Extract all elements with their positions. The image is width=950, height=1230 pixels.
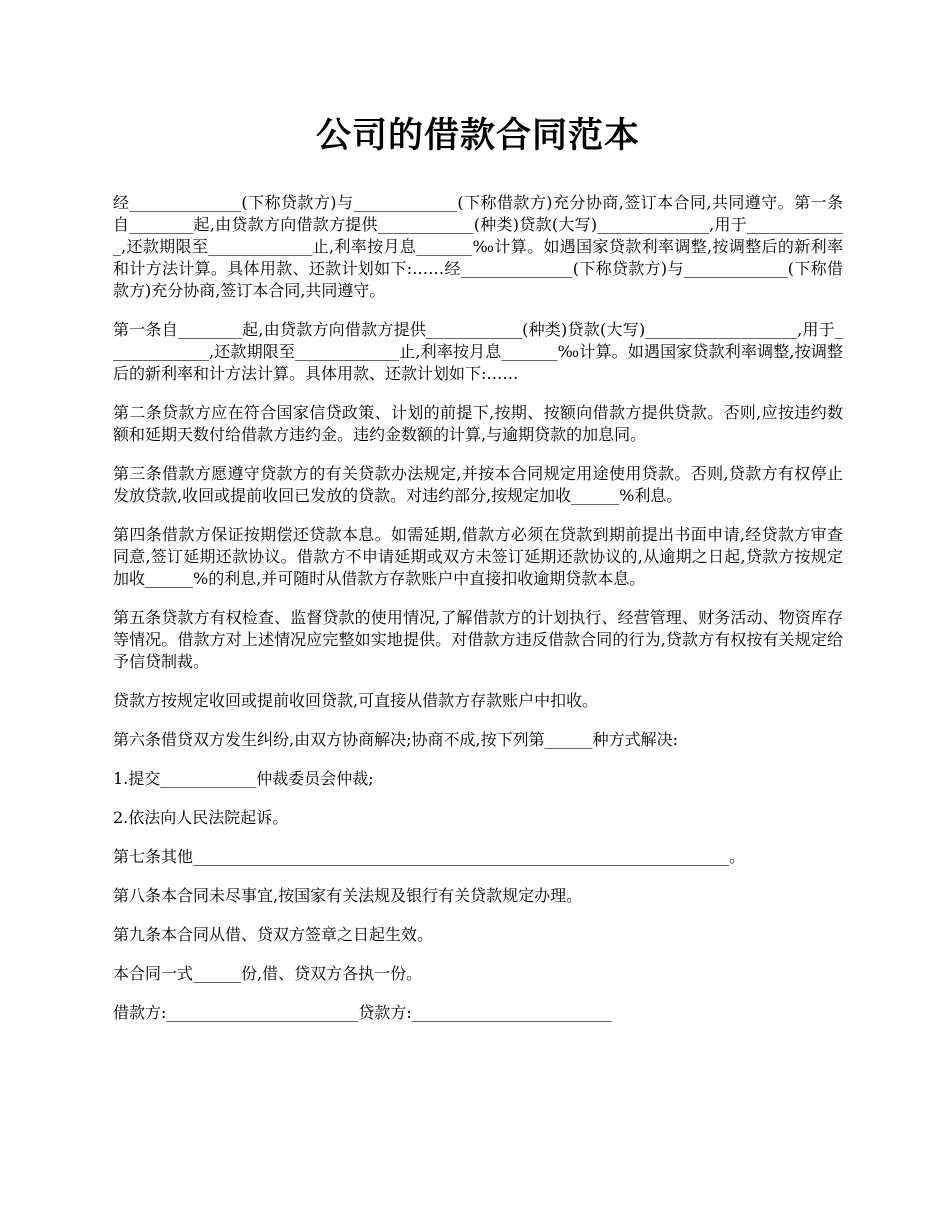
article-3-paragraph: 第三条借款方愿遵守贷款方的有关贷款办法规定,并按本合同规定用途使用贷款。否则,贷款方有权停止发放贷款,收回或提前收回已发放的贷款。对违约部分,按规定加收______%利息。 — [113, 464, 843, 505]
article-8-paragraph: 第八条本合同未尽事宜,按国家有关法规及银行有关贷款规定办理。 — [113, 886, 583, 905]
article-6-paragraph: 第六条借贷双方发生纠纷,由双方协商解决;协商不成,按下列第______种方式解决: — [113, 730, 678, 749]
intro-paragraph: 经______________(下称贷款方)与_____________(下称借款方)充分协商,签订本合同,共同遵守。第一条自________起,由贷款方向借款方提供____________(种类)贷款(大写)______________,用于_____________,还款期限至_____________止,利率按月息_______‰计算。如遇国家贷款利率调整,按调整后的新利率和计方法计算。具体用款、还款计划如下:……经______________(下称贷款方)与_____________(下称借款方)充分协商,签订本合同,共同遵守。 — [113, 193, 843, 300]
document-page — [113, 110, 843, 1041]
article-1-paragraph: 第一条自________起,由贷款方向借款方提供____________(种类)贷款(大写)___________________,用于_____________,还款期限至_____________止,利率按月息_______‰计算。如遇国家贷款利率调整,按调整后的新利率和计方法计算。具体用款、还款计划如下:…… — [113, 320, 843, 383]
deduction-paragraph: 贷款方按规定收回或提前收回贷款,可直接从借款方存款账户中扣收。 — [113, 691, 599, 710]
article-7-paragraph: 第七条其他___________________________________________________________________。 — [113, 847, 746, 866]
article-2-paragraph: 第二条贷款方应在符合国家信贷政策、计划的前提下,按期、按额向借款方提供贷款。否则,应按违约数额和延期天数付给借款方违约金。违约金数额的计算,与逾期贷款的加息同。 — [113, 403, 843, 444]
article-5-paragraph: 第五条贷款方有权检查、监督贷款的使用情况,了解借款方的计划执行、经营管理、财务活动、物资库存等情况。借款方对上述情况应完整如实地提供。对借款方违反借款合同的行为,贷款方有权按有关规定给予信贷制裁。 — [113, 608, 843, 671]
litigation-option: 2.依法向人民法院起诉。 — [113, 808, 289, 827]
document-title: 公司的借款合同范本 — [315, 115, 640, 156]
copies-paragraph: 本合同一式______份,借、贷双方各执一份。 — [113, 964, 423, 983]
article-4-paragraph: 第四条借款方保证按期偿还贷款本息。如需延期,借款方必须在贷款到期前提出书面申请,经贷款方审查同意,签订延期还款协议。借款方不申请延期或双方未签订延期还款协议的,从逾期之日起,贷款方按规定加收______%的利息,并可随时从借款方存款账户中直接扣收逾期贷款本息。 — [113, 525, 843, 588]
signature-line: 借款方:________________________贷款方:_________________________ — [113, 1003, 612, 1022]
arbitration-option: 1.提交____________仲裁委员会仲裁; — [113, 769, 374, 788]
article-9-paragraph: 第九条本合同从借、贷双方签章之日起生效。 — [113, 925, 434, 944]
